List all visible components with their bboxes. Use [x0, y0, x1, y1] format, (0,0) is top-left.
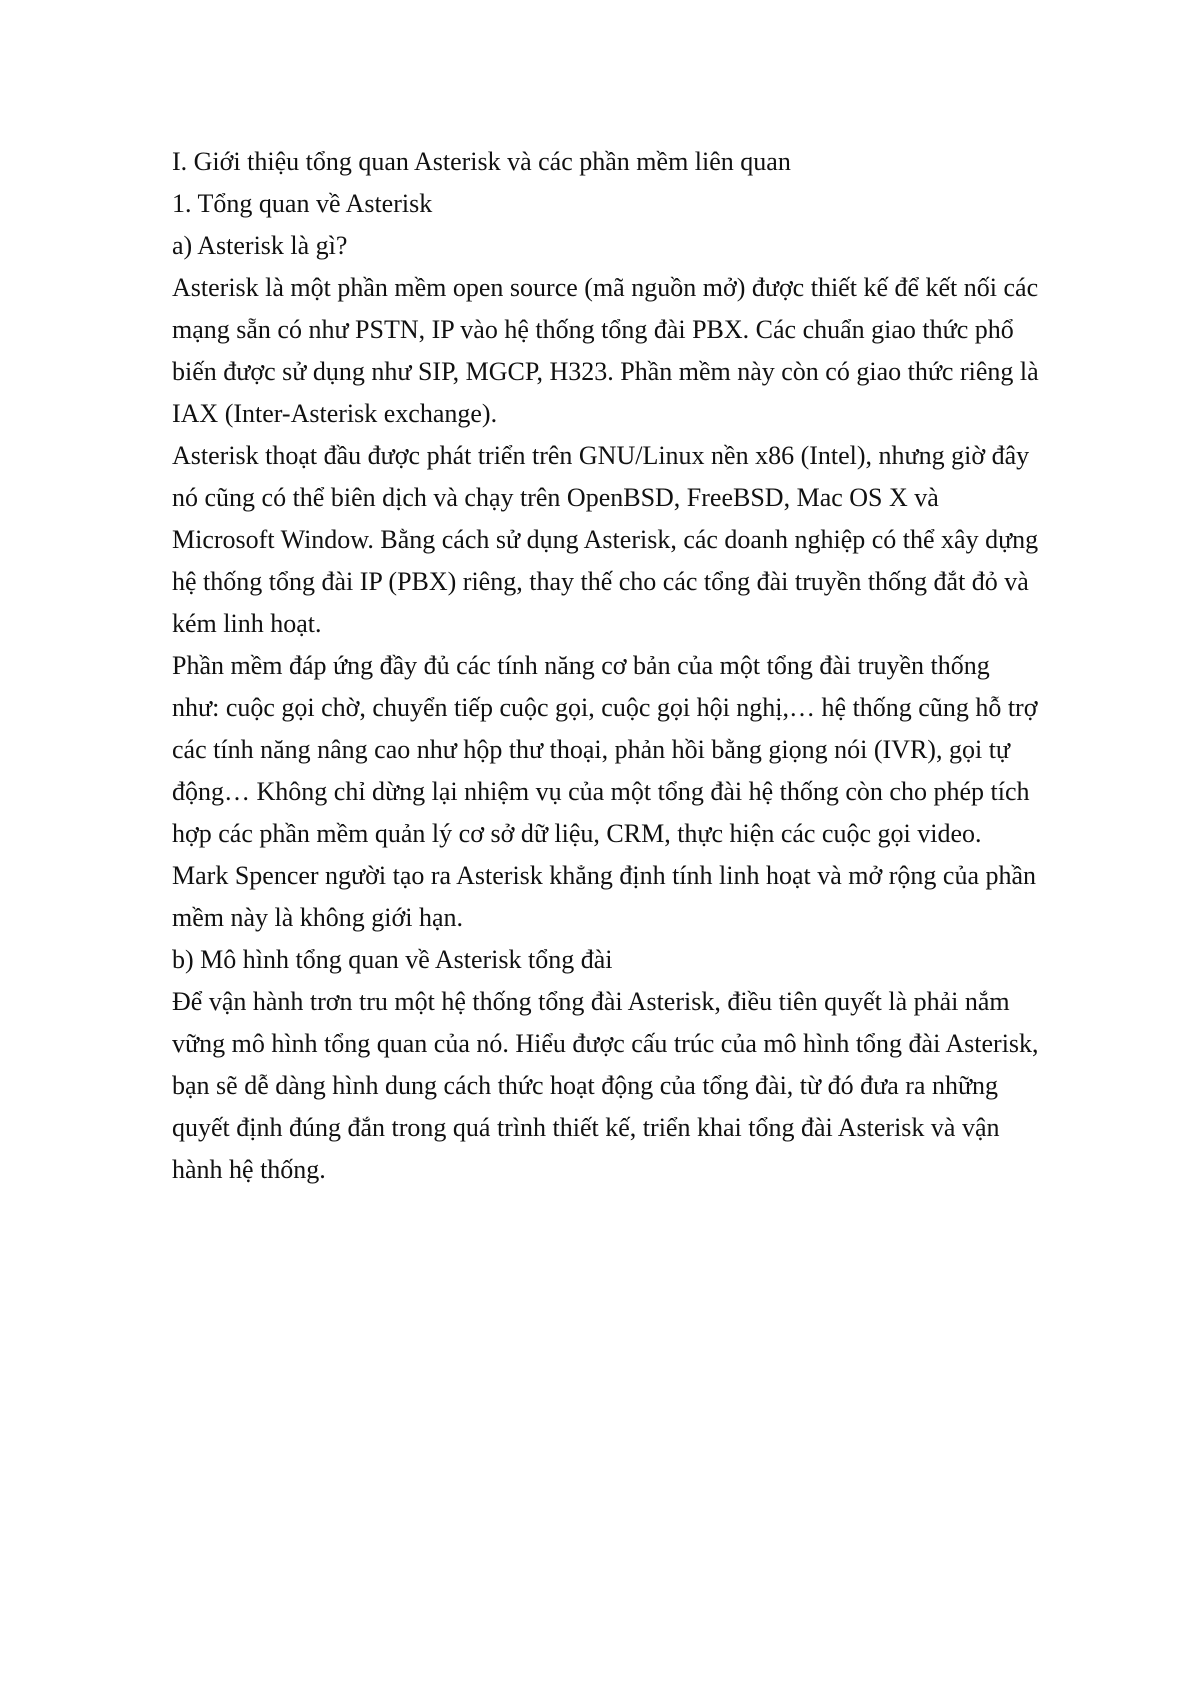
text-line: mạng sẵn có như PSTN, IP vào hệ thống tổng đài PBX. Các chuẩn giao thức phổ	[172, 315, 1014, 344]
text-line: bạn sẽ dễ dàng hình dung cách thức hoạt động của tổng đài, từ đó đưa ra những	[172, 1071, 999, 1100]
text-line: Để vận hành trơn tru một hệ thống tổng đài Asterisk, điều tiên quyết là phải nắm	[172, 987, 1010, 1016]
text-line: quyết định đúng đắn trong quá trình thiết kế, triển khai tổng đài Asterisk và vận	[172, 1113, 1000, 1142]
text-line: nó cũng có thể biên dịch và chạy trên OpenBSD, FreeBSD, Mac OS X và	[172, 483, 939, 512]
text-line: vững mô hình tổng quan của nó. Hiểu được cấu trúc của mô hình tổng đài Asterisk,	[172, 1029, 1039, 1058]
subsection-heading: 1. Tổng quan về Asterisk	[172, 189, 433, 218]
paragraph-asterisk-platforms	[172, 435, 1112, 645]
text-line: Mark Spencer người tạo ra Asterisk khẳng định tính linh hoạt và mở rộng của phần	[172, 861, 1037, 890]
text-line: hệ thống tổng đài IP (PBX) riêng, thay thế cho các tổng đài truyền thống đắt đỏ và	[172, 567, 1029, 596]
text-line: kém linh hoạt.	[172, 609, 322, 638]
paragraph-asterisk-features	[172, 645, 1112, 939]
text-line: IAX (Inter-Asterisk exchange).	[172, 399, 498, 428]
paragraph-asterisk-definition	[172, 267, 1112, 435]
text-line: biến được sử dụng như SIP, MGCP, H323. Phần mềm này còn có giao thức riêng là	[172, 357, 1039, 386]
text-line: hành hệ thống.	[172, 1155, 326, 1184]
text-line: Asterisk thoạt đầu được phát triển trên GNU/Linux nền x86 (Intel), nhưng giờ đây	[172, 441, 1030, 470]
paragraph-asterisk-model	[172, 981, 1112, 1191]
text-line: động… Không chỉ dừng lại nhiệm vụ của một tổng đài hệ thống còn cho phép tích	[172, 777, 1030, 806]
text-line: như: cuộc gọi chờ, chuyển tiếp cuộc gọi, cuộc gọi hội nghị,… hệ thống cũng hỗ trợ	[172, 693, 1038, 722]
section-heading: I. Giới thiệu tổng quan Asterisk và các phần mềm liên quan	[172, 147, 791, 176]
text-line: các tính năng nâng cao như hộp thư thoại, phản hồi bằng giọng nói (IVR), gọi tự	[172, 735, 1011, 764]
subsection-heading-a: a) Asterisk là gì?	[172, 231, 348, 260]
text-line: Phần mềm đáp ứng đầy đủ các tính năng cơ bản của một tổng đài truyền thống	[172, 651, 990, 680]
text-line: mềm này là không giới hạn.	[172, 903, 464, 932]
text-line: hợp các phần mềm quản lý cơ sở dữ liệu, CRM, thực hiện các cuộc gọi video.	[172, 819, 982, 848]
text-line: Asterisk là một phần mềm open source (mã nguồn mở) được thiết kế để kết nối các	[172, 273, 1039, 302]
subsection-heading-b: b) Mô hình tổng quan về Asterisk tổng đài	[172, 945, 613, 974]
document-body	[172, 141, 1112, 1191]
text-line: Microsoft Window. Bằng cách sử dụng Asterisk, các doanh nghiệp có thể xây dựng	[172, 525, 1039, 554]
